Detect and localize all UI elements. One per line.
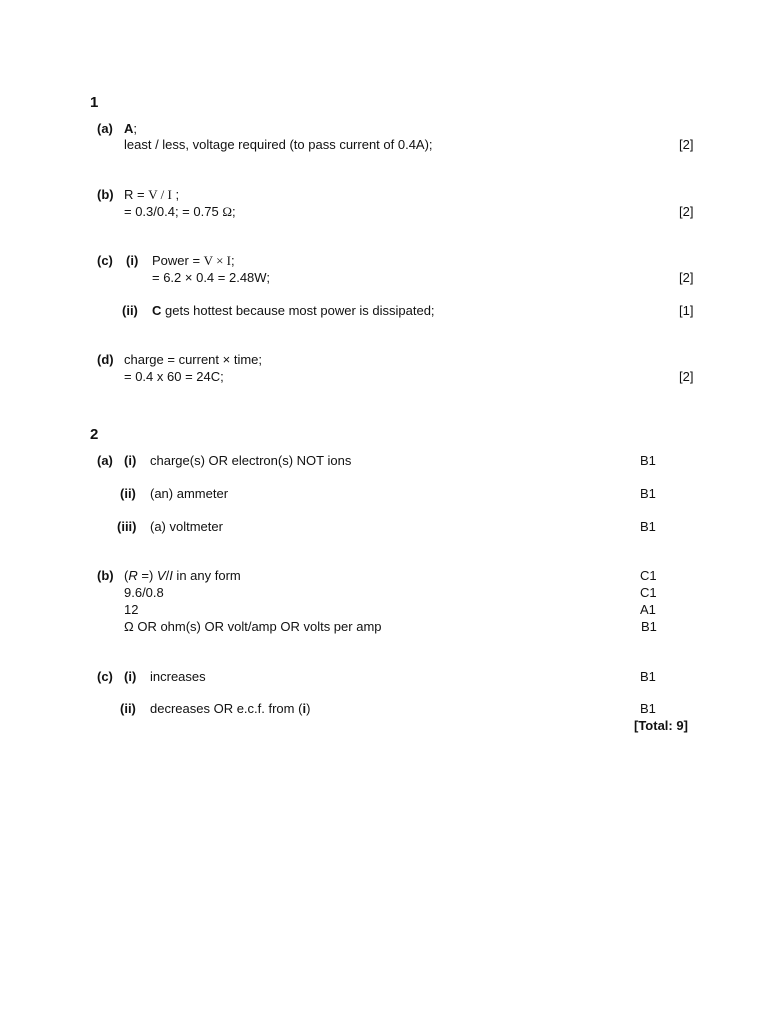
q2-part-b-result: 12 [124,602,139,617]
q2-total-marks: [Total: 9] [634,718,688,733]
q1-part-b-working [124,205,236,218]
q1-part-c-ii-label: (ii) [122,303,138,318]
q1-part-d-working: = 0.4 x 60 = 24C; [124,369,224,384]
q1-b-omega: Ω [222,204,232,219]
q1-part-a-explanation: least / less, voltage required (to pass current of 0.4A); [124,137,433,152]
q1-part-b-formula [124,188,179,201]
q1-part-c-ii-mark: [1] [679,303,694,318]
q1-part-c-label: (c) [97,253,113,268]
question-2-number: 2 [90,426,99,443]
q2-part-b-label: (b) [97,568,114,583]
q2-part-a-iii-answer: (a) voltmeter [150,519,223,534]
q1-b-formula-post: ; [171,187,180,202]
q2-part-b-mark-4: B1 [641,619,657,634]
q1-part-d-label: (d) [97,352,114,367]
q2-part-c-i-label: (i) [124,669,137,684]
q1-b-formula-pre: R = [124,187,149,202]
q1-part-b-mark: [2] [679,204,694,219]
q1-part-c-i-working: = 6.2 × 0.4 = 2.48W; [152,270,270,285]
q2-part-c-ii-answer [150,702,310,715]
q2-part-c-ii-label: (ii) [120,701,136,716]
q2-part-a-i-answer: charge(s) OR electron(s) NOT ions [150,453,352,468]
q2-part-b-mark-1: C1 [640,568,657,583]
question-1-number: 1 [90,94,99,111]
q2-part-a-iii-label: (iii) [117,519,137,534]
q1-c-i-formula-post: ; [231,253,235,268]
q2-part-a-iii-mark: B1 [640,519,656,534]
q1-b-formula-expr: V / I [148,187,172,202]
q2-part-b-mark-2: C1 [640,585,657,600]
q2-b-slash: / [165,568,170,583]
q1-b-working-pre: = 0.3/0.4; = 0.75 [124,204,223,219]
q1-part-c-i-label: (i) [126,253,139,268]
q2-part-a-i-mark: B1 [640,453,656,468]
q1-b-working-post: ; [231,204,236,219]
q2-part-b-working: 9.6/0.8 [124,585,164,600]
q2-part-c-label: (c) [97,669,113,684]
q2-b-equals: =) [137,568,157,583]
q2-part-c-ii-mark: B1 [640,701,656,716]
q1-c-i-formula-expr: V × I [203,253,231,268]
q2-c-ii-text-post: ) [306,701,311,716]
q1-part-c-ii-answer [152,304,435,317]
q2-c-ii-text-bold: i [302,701,307,716]
q1-c-i-formula-pre: Power = [152,253,204,268]
q2-b-symbol-i: I [169,568,173,583]
q2-part-a-ii-label: (ii) [120,486,136,501]
q2-b-formula-tail: in any form [172,568,241,583]
q2-part-b-formula [124,569,241,582]
q1-part-c-i-formula [152,254,235,267]
q2-part-c-i-mark: B1 [640,669,656,684]
q2-part-b-unit: Ω OR ohm(s) OR volt/amp OR volts per amp [124,619,382,634]
q2-part-a-ii-mark: B1 [640,486,656,501]
q1-part-a-label: (a) [97,121,113,136]
q1-part-a-answer [124,122,137,135]
q1-c-ii-answer-text: gets hottest because most power is dissipated; [161,303,435,318]
q2-b-paren-open: ( [124,568,129,583]
q2-b-symbol-v: V [156,568,166,583]
q2-part-a-i-label: (i) [124,453,137,468]
q1-part-b-label: (b) [97,187,114,202]
q1-part-c-i-mark: [2] [679,270,694,285]
q2-part-b-mark-3: A1 [640,602,656,617]
q1-part-d-formula: charge = current × time; [124,352,263,367]
q2-c-ii-text-pre: decreases OR e.c.f. from ( [150,701,303,716]
q2-part-c-i-answer: increases [150,669,206,684]
q1-a-answer-letter: A [124,121,134,136]
q1-part-a-mark: [2] [679,137,694,152]
q2-b-symbol-r: R [128,568,138,583]
q1-c-ii-answer-letter: C [152,303,162,318]
q1-a-answer-tail: ; [133,121,138,136]
q2-part-a-label: (a) [97,453,113,468]
q2-part-a-ii-answer: (an) ammeter [150,486,229,501]
q1-part-d-mark: [2] [679,369,694,384]
